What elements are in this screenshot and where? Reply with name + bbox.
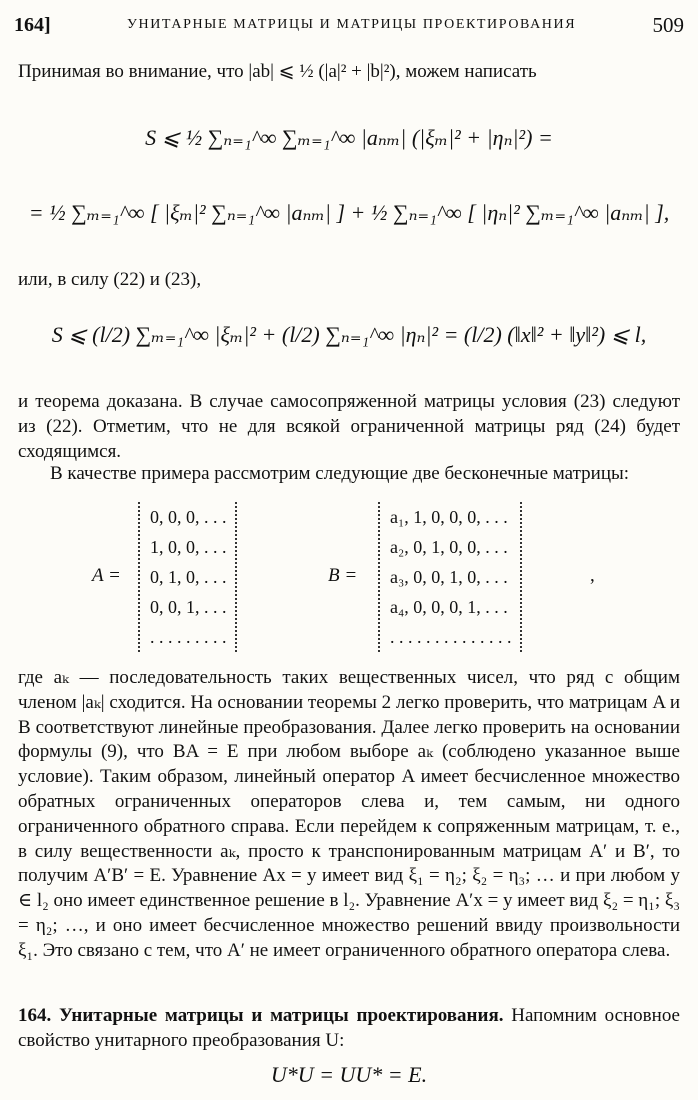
paragraph-by-conditions: или, в силу (22) и (23), — [18, 269, 202, 290]
formula-s-bound: S ⩽ (l/2) ∑ₘ₌₁^∞ |ξₘ|² + (l/2) ∑ₙ₌₁^∞ |ηₙ|² = (l/2) (‖x‖² + ‖y‖²) ⩽ l, — [51, 322, 647, 347]
matrix-a-left-bracket — [138, 502, 142, 652]
matrix-a — [138, 502, 239, 652]
paragraph-intro: Принимая во внимание, что |ab| ⩽ ½ (|a|² + |b|²), можем написать — [18, 61, 537, 82]
paragraph-discussion: где aₖ — последовательность таких вещественных чисел, что ряд с общим членом |aₖ| сходится. На основании теоремы 2 легко проверить, что матрицам A и B соответствуют линейные преобразования. Далее легко проверить на основании формулы (9), что BA = E при любом выборе aₖ (соблюдено указанное выше условие). Таким образом, линейный оператор A имеет бесчисленное множество обратных ограниченных операторов слева и, тем самым, ни одного ограниченного обратного справа. Если перейдем к сопряженным матрицам, т. е., в силу вещественности aₖ, просто к транспонированным матрицам A′ и B′, то получим A′B′ = E. Уравнение Ax = y имеет вид ξ₁ = η₂; ξ₂ = η₃; … и при любом y ∈ l₂ оно имеет единственное решение в l₂. Уравнение A′x = y имеет вид ξ₂ = η₁; ξ₃ = η₂; …, и оно имеет бесчисленное множество решений ввиду произвольности ξ₁. Это связано с тем, что A′ не имеет ограниченного обратного оператора слева. — [18, 667, 680, 961]
matrix-a-row: 0, 1, 0, . . . — [150, 567, 227, 587]
matrix-b-trailing-comma: , — [590, 565, 595, 586]
matrix-b-row: a₃, 0, 0, 1, 0, . . . — [390, 567, 508, 587]
section-intro-text: Напомним основное свойство унитарного преобразования U: — [18, 1005, 680, 1051]
matrix-a-row: 1, 0, 0, . . . — [150, 537, 227, 557]
matrix-a-row: . . . . . . . . . — [150, 627, 227, 647]
page-header — [14, 10, 684, 40]
section-number: 164] — [14, 13, 51, 36]
formula-s-split-sums: = ½ ∑ₘ₌₁^∞ [ |ξₘ|² ∑ₙ₌₁^∞ |aₙₘ| ] + ½ ∑ₙ₌₁^∞ [ |ηₙ|² ∑ₘ₌₁^∞ |aₙₘ| ], — [28, 200, 670, 225]
matrix-b-row: a₄, 0, 0, 0, 1, . . . — [390, 597, 508, 617]
matrix-a-row: 0, 0, 0, . . . — [150, 507, 227, 527]
paragraph-example: В качестве примера рассмотрим следующие две бесконечные матрицы: — [50, 463, 630, 484]
matrix-b-left-bracket — [378, 502, 382, 652]
matrix-a-row: 0, 0, 1, . . . — [150, 597, 227, 617]
matrix-a-right-bracket — [235, 502, 239, 652]
section-title: 164. Унитарные матрицы и матрицы проектирования. — [18, 1005, 504, 1026]
page-number: 509 — [652, 12, 684, 37]
matrix-b-right-bracket — [520, 502, 524, 652]
paragraph-theorem-proved: и теорема доказана. В случае самосопряженной матрицы условия (23) следуют из (22). Отметим, что не для всякой ограниченной матрицы ряд (24) будет сходящимся. — [18, 391, 680, 462]
running-title: УНИТАРНЫЕ МАТРИЦЫ И МАТРИЦЫ ПРОЕКТИРОВАНИЯ — [126, 17, 577, 32]
matrix-b-row: a₁, 1, 0, 0, 0, . . . — [390, 507, 508, 527]
matrix-b — [378, 502, 524, 652]
matrix-b-row: . . . . . . . . . . . . . . — [390, 627, 512, 647]
section-164 — [18, 1004, 680, 1054]
matrix-a-label: A = — [92, 565, 121, 586]
formula-unitary: U*U = UU* = E. — [270, 1062, 428, 1087]
matrix-b-label: B = — [328, 565, 358, 586]
matrix-b-row: a₂, 0, 1, 0, 0, . . . — [390, 537, 508, 557]
formula-s-double-sum: S ⩽ ½ ∑ₙ₌₁^∞ ∑ₘ₌₁^∞ |aₙₘ| (|ξₘ|² + |ηₙ|²) = — [145, 125, 553, 150]
